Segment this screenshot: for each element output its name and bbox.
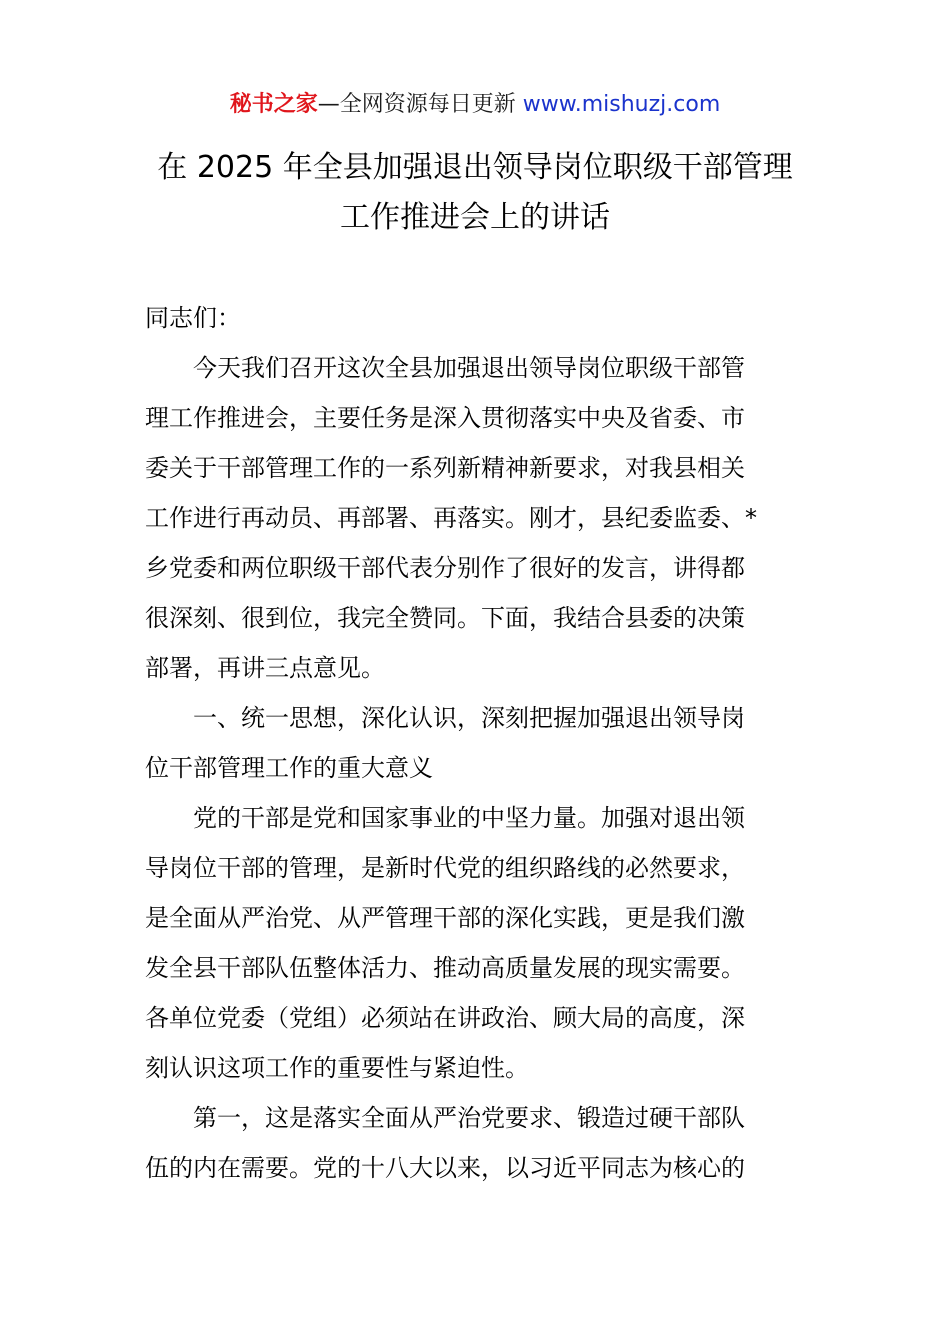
paragraph-line: 乡党委和两位职级干部代表分别作了很好的发言，讲得都 xyxy=(145,554,745,582)
paragraph-line: 很深刻、很到位，我完全赞同。下面，我结合县委的决策 xyxy=(145,604,745,632)
section-heading-line: 一、统一思想，深化认识，深刻把握加强退出领导岗 xyxy=(193,704,745,732)
site-tagline: —全网资源每日更新 xyxy=(317,92,523,117)
paragraph-line: 各单位党委（党组）必须站在讲政治、顾大局的高度，深 xyxy=(145,1004,745,1032)
document-title-line-2: 工作推进会上的讲话 xyxy=(340,200,610,235)
paragraph-line: 伍的内在需要。党的十八大以来，以习近平同志为核心的 xyxy=(145,1154,745,1182)
section-heading-line: 位干部管理工作的重大意义 xyxy=(145,754,433,782)
paragraph-line: 党的干部是党和国家事业的中坚力量。加强对退出领 xyxy=(193,804,745,832)
paragraph-line: 导岗位干部的管理，是新时代党的组织路线的必然要求， xyxy=(145,854,745,882)
salutation: 同志们： xyxy=(145,304,241,332)
paragraph-line: 部署，再讲三点意见。 xyxy=(145,654,385,682)
paragraph-line: 工作进行再动员、再部署、再落实。刚才，县纪委监委、* xyxy=(145,504,757,532)
paragraph-line: 刻认识这项工作的重要性与紧迫性。 xyxy=(145,1054,529,1082)
paragraph-line: 发全县干部队伍整体活力、推动高质量发展的现实需要。 xyxy=(145,954,745,982)
paragraph-line: 第一，这是落实全面从严治党要求、锻造过硬干部队 xyxy=(193,1104,745,1132)
paragraph-line: 委关于干部管理工作的一系列新精神新要求，对我县相关 xyxy=(145,454,745,482)
site-header xyxy=(0,88,950,122)
paragraph-line: 理工作推进会，主要任务是深入贯彻落实中央及省委、市 xyxy=(145,404,745,432)
paragraph-line: 是全面从严治党、从严管理干部的深化实践，更是我们激 xyxy=(145,904,745,932)
document-title-line-1: 在 2025 年全县加强退出领导岗位职级干部管理 xyxy=(157,150,793,185)
site-brand: 秘书之家 xyxy=(229,92,318,117)
paragraph-line: 今天我们召开这次全县加强退出领导岗位职级干部管 xyxy=(193,354,745,382)
site-url-link[interactable]: www.mishuzj.com xyxy=(522,92,721,117)
